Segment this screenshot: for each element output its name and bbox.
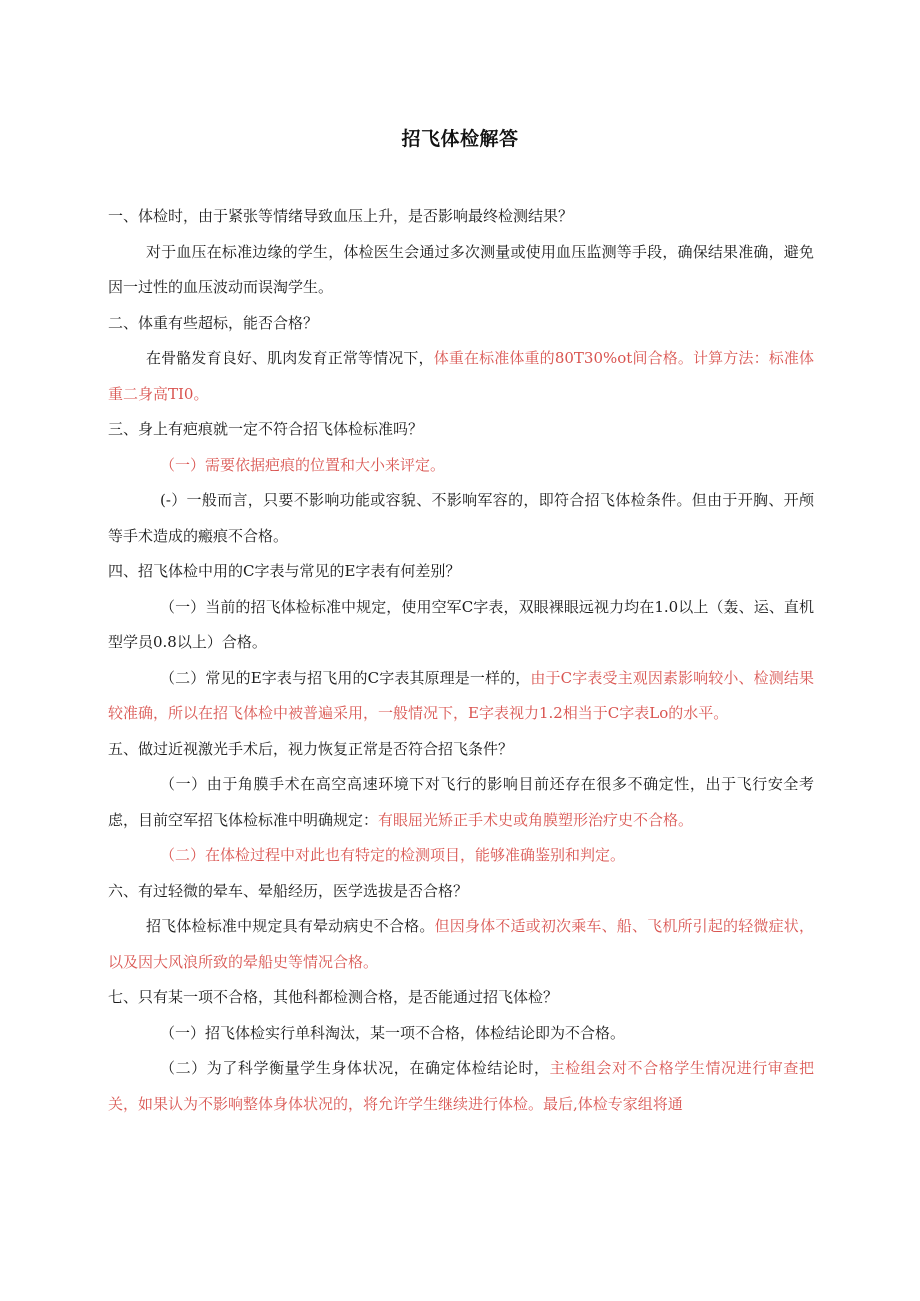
answer-paragraph bbox=[108, 235, 814, 306]
answer-paragraph bbox=[108, 661, 814, 732]
answer-paragraph bbox=[108, 1016, 814, 1052]
paragraph-text: 一、体检时，由于紧张等情绪导致血压上升，是否影响最终检测结果？ bbox=[108, 207, 574, 225]
answer-paragraph bbox=[108, 909, 814, 980]
question-heading bbox=[108, 980, 814, 1016]
paragraph-text: （一）招飞体检实行单科淘汰，某一项不合格，体检结论即为不合格。 bbox=[160, 1023, 626, 1042]
document-title: 招飞体检解答 bbox=[401, 128, 519, 150]
paragraph-text: （一）当前的招飞体检标准中规定，使用空军C字表，双眼裸眼远视力均在1.0以上（轰、运、直机型学员0.8以上）合格。 bbox=[108, 597, 814, 651]
highlighted-text: （二）在体检过程中对此也有特定的检测项目，能够准确鉴别和判定。 bbox=[160, 846, 626, 864]
paragraph-text: （二）常见的E字表与招飞用的C字表其原理是一样的， bbox=[160, 668, 531, 687]
paragraph-text: 三、身上有疤痕就一定不符合招飞体检标准吗？ bbox=[108, 420, 424, 438]
answer-paragraph bbox=[108, 838, 814, 874]
question-heading bbox=[108, 874, 814, 910]
question-heading bbox=[108, 732, 814, 768]
paragraph-text: 五、做过近视激光手术后，视力恢复正常是否符合招飞条件？ bbox=[108, 739, 514, 758]
answer-paragraph bbox=[108, 590, 814, 661]
paragraph-text: 六、有过轻微的晕车、晕船经历，医学选拔是否合格？ bbox=[108, 881, 469, 900]
answer-paragraph bbox=[108, 767, 814, 838]
question-heading bbox=[108, 554, 814, 590]
paragraph-text: （二）为了科学衡量学生身体状况，在确定体检结论时， bbox=[160, 1059, 550, 1077]
paragraph-text: 在骨骼发育良好、肌肉发育正常等情况下， bbox=[146, 349, 434, 367]
question-heading bbox=[108, 306, 814, 342]
question-heading bbox=[108, 412, 814, 448]
document-body bbox=[108, 199, 814, 1122]
highlighted-text: 但因身体不适或初次乘车、船、飞机所引起的轻微症状，以及因大风浪所致的晕船史等情况合格。 bbox=[108, 917, 814, 971]
answer-paragraph bbox=[108, 483, 814, 554]
highlighted-text: 主检组会对不合格学生情况进行审查把关，如果认为不影响整体身体状况的，将允许学生继续进行体检。最后,体检专家组将通 bbox=[108, 1059, 814, 1113]
paragraph-text: 四、招飞体检中用的C字表与常见的E字表有何差别？ bbox=[108, 562, 461, 580]
answer-paragraph bbox=[108, 1051, 814, 1122]
answer-paragraph bbox=[108, 341, 814, 412]
highlighted-text: （一）需要依据疤痕的位置和大小来评定。 bbox=[160, 455, 446, 474]
highlighted-text: 体重在标准体重的80T30%ot间合格。计算方法：标准体重二身高TI0。 bbox=[108, 349, 814, 403]
paragraph-text: 七、只有某一项不合格，其他科都检测合格，是否能通过招飞体检？ bbox=[108, 988, 559, 1006]
paragraph-text: 招飞体检标准中规定具有晕动病史不合格。 bbox=[146, 917, 435, 935]
paragraph-text: 对于血压在标准边缘的学生，体检医生会通过多次测量或使用血压监测等手段，确保结果准确，避免因一过性的血压波动而误淘学生。 bbox=[108, 242, 814, 296]
paragraph-text: (-）一般而言，只要不影响功能或容貌、不影响军容的，即符合招飞体检条件。但由于开胸、开颅等手术造成的瘢痕不合格。 bbox=[108, 491, 814, 545]
paragraph-text: 二、体重有些超标，能否合格？ bbox=[108, 313, 319, 332]
question-heading bbox=[108, 199, 814, 235]
highlighted-text: 有眼屈光矫正手术史或角膜塑形治疗史不合格。 bbox=[378, 810, 694, 829]
paragraph-text: （一）由于角膜手术在高空高速环境下对飞行的影响目前还存在很多不确定性，出于飞行安全考虑，目前空军招飞体检标准中明确规定： bbox=[108, 775, 814, 829]
answer-paragraph bbox=[108, 448, 814, 484]
highlighted-text: 由于C字表受主观因素影响较小、检测结果较准确，所以在招飞体检中被普遍采用，一般情况下，E字表视力1.2相当于C字表Lo的水平。 bbox=[108, 668, 814, 722]
